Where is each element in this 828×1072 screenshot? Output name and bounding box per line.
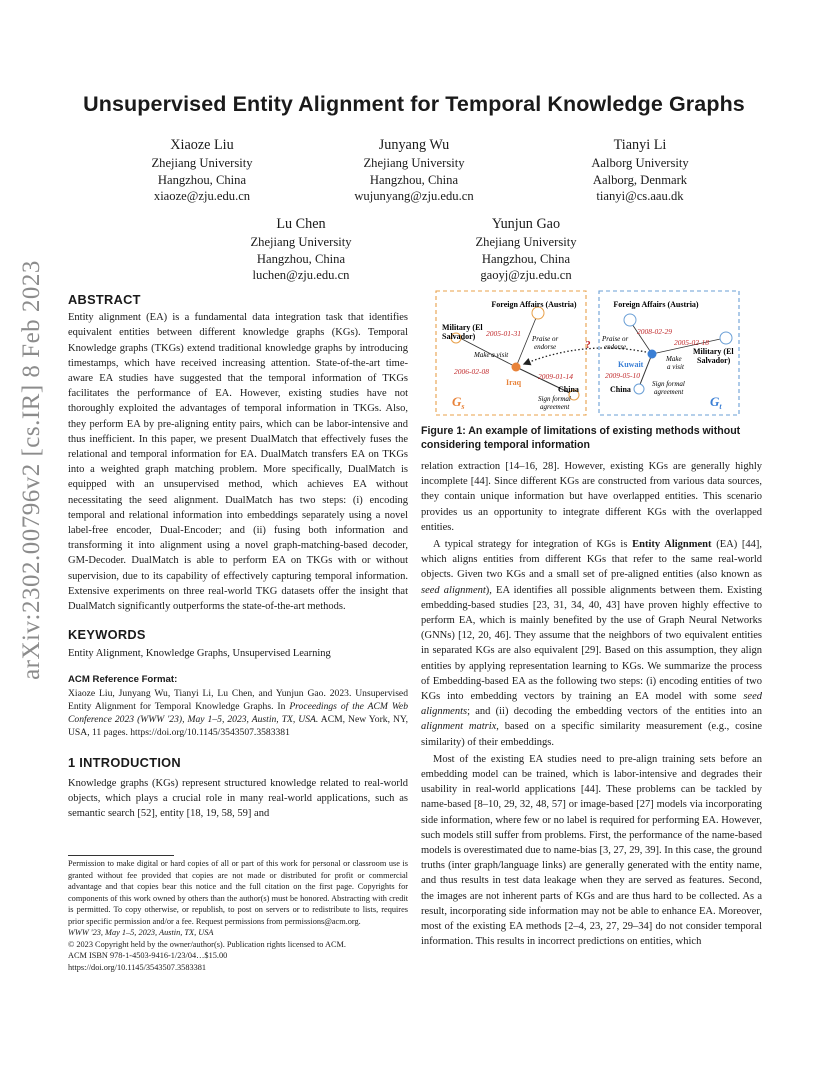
date-right-2: 2005-02-18: [674, 338, 709, 347]
edge-make-visit-left: Make a visit: [474, 351, 509, 359]
author-affiliation: Zhejiang University: [363, 156, 465, 170]
footnote-rule: [68, 855, 174, 856]
acm-reference-text: [68, 687, 408, 740]
author-email[interactable]: luchen@zju.edu.cn: [252, 268, 350, 282]
edge-praise-left-1: Praise or: [532, 335, 559, 343]
label-military-right-1: Military (El: [693, 347, 734, 356]
author-block: [294, 136, 534, 205]
edge-sign-left-1: Sign formal: [538, 395, 571, 403]
figure-1-diagram: [434, 288, 742, 420]
author-block: [520, 136, 760, 205]
graph-label-source: $G_s$: [452, 394, 465, 411]
acm-reference-tail: ACM, New York, NY, USA, 11 pages. https://doi.org/10.1145/3543507.3583381: [68, 714, 408, 739]
abstract-heading: ABSTRACT: [68, 292, 141, 307]
author-location: Hangzhou, China: [157, 172, 247, 187]
node-kuwait: [648, 350, 657, 359]
right-column: [421, 459, 762, 950]
permission-notice: Permission to make digital or hard copies of all or part of this work for personal or classroom use is granted without fee provided that copies are not made or distributed for profit or commercial advantage and that copies bear this notice and the full citation on the first page. Copyrights for components of this work owned by others than the author(s) must be honored. Abstracting with credit is permitted. To copy otherwise, or republish, to post on servers or to redistribute to lists, requires prior specific permission and/or a fee. Request permissions from permissions@acm.org.: [68, 859, 408, 926]
author-name: Junyang Wu: [378, 137, 450, 153]
edge-praise-right-1: Praise or: [602, 335, 629, 343]
author-location: Hangzhou, China: [481, 251, 571, 266]
edge-make-right-1: Make: [666, 355, 682, 363]
introduction-heading: 1 INTRODUCTION: [68, 754, 181, 770]
author-location: Hangzhou, China: [256, 251, 346, 266]
date-left-3: 2009-01-14: [538, 372, 573, 381]
label-kuwait: Kuwait: [618, 360, 644, 369]
label-foreign-affairs-right: Foreign Affairs (Austria): [613, 300, 699, 309]
author-name: Yunjun Gao: [491, 216, 561, 232]
intro-paragraph: Knowledge graphs (KGs) represent structured knowledge related to real-world objects, which plays a crucial role in many real-world applications, such as semantic search [52], entity [18, 19, 58, 59] and: [68, 777, 408, 820]
edge-sign-left-2: agreement: [540, 403, 570, 411]
footnote: [68, 858, 408, 973]
arxiv-id: arXiv:2302.00796v2 [cs.IR] 8 Feb 2023: [18, 260, 45, 680]
author-affiliation: Zhejiang University: [475, 235, 577, 249]
label-china-right: China: [610, 385, 631, 394]
author-block: [181, 215, 421, 284]
date-right-3: 2009-05-10: [605, 371, 640, 380]
author-name: Lu Chen: [276, 216, 326, 232]
copyright-line: © 2023 Copyright held by the owner/author(s). Publication rights licensed to ACM.: [68, 939, 346, 949]
author-email[interactable]: xiaoze@zju.edu.cn: [153, 189, 251, 203]
question-mark: ?: [585, 339, 591, 351]
abstract-text: Entity alignment (EA) is a fundamental data integration task that identifies equivalent entities between different knowledge graphs (KGs). Temporal Knowledge graphs (TKGs) extend traditional knowledge graphs by introducing timestamps, which have received increasing attention. State-of-the-art time-aware EA studies have suggested that the temporal information of TKGs facilitates the performance of EA. However, existing studies have not thoroughly exploited the advantages of temporal information in TKGs. Also, they perform EA by pre-aligning entity pairs, which can be labor-intensive and thus inefficient. In this paper, we present DualMatch that effectively fuses the relational and temporal information for EA. DualMatch transfers EA on TKGs into a weighted graph matching problem. More specifically, DualMatch is equipped with an unsupervised method, which achieves EA without necessitating the seed alignment. DualMatch has two steps: (i) encoding temporal and relational information into embeddings separately using a novel label-free encoder, Dual-Encoder; and (ii) fusing both information and transforming it into alignment using a novel graph-matching-based decoder, GM-Decoder. DualMatch is able to perform EA on TKGs with or without supervision, due to its capability of effectively capturing temporal information. Extensive experiments on three real-world TKG datasets offer the insight that DualMatch significantly outperforms the state-of-the-art methods.: [68, 312, 408, 613]
isbn-line: ACM ISBN 978-1-4503-9416-1/23/04…$15.00: [68, 951, 228, 960]
author-location: Aalborg, Denmark: [592, 172, 688, 187]
label-military-right-2: Salvador): [697, 356, 731, 365]
author-block: [406, 215, 646, 284]
author-name: Tianyi Li: [613, 137, 667, 153]
author-affiliation: Aalborg University: [591, 156, 689, 170]
author-email[interactable]: gaoyj@zju.edu.cn: [480, 268, 572, 282]
conference-line: WWW '23, May 1–5, 2023, Austin, TX, USA: [68, 928, 214, 937]
edge-praise-left-2: endorse: [534, 343, 557, 351]
author-email[interactable]: wujunyang@zju.edu.cn: [354, 189, 474, 203]
edge-praise-right-2: endorse: [604, 343, 627, 351]
edge-sign-right-1: Sign formal: [652, 380, 685, 388]
author-name: Xiaoze Liu: [170, 137, 234, 153]
left-column: [68, 292, 408, 822]
label-military-left-1: Military (El: [442, 323, 483, 332]
right-paragraph-1: relation extraction [14–16, 28]. However, existing KGs are generally highly incomplete [44]. Since different KGs are constructed from various data sources, they contain unique information but have overlapped entities. This scenario provides us an opportunity to integrate different KGs with the overlapped entities.: [421, 461, 762, 533]
keywords-heading: KEYWORDS: [68, 627, 146, 643]
term-entity-alignment: Entity Alignment: [632, 539, 712, 551]
edge-sign-right-2: agreement: [654, 388, 684, 396]
doi-link[interactable]: https://doi.org/10.1145/3543507.3583381: [68, 962, 207, 972]
author-location: Hangzhou, China: [369, 172, 459, 187]
figure-1: [434, 288, 742, 420]
date-left-1: 2005-01-31: [486, 329, 521, 338]
node-military-right: [720, 332, 732, 344]
date-left-2: 2006-02-08: [454, 367, 489, 376]
keywords-text: Entity Alignment, Knowledge Graphs, Unsupervised Learning: [68, 648, 331, 660]
label-military-left-2: Salvador): [442, 332, 476, 341]
label-iraq: Iraq: [506, 378, 522, 387]
acm-reference-authors: Xiaoze Liu, Junyang Wu, Tianyi Li, Lu Chen, and Yunjun Gao. 2023. Unsupervised Entity Alignment for Temporal Knowledge Graphs. In: [68, 687, 408, 713]
node-china-right: [634, 384, 644, 394]
acm-reference-venue: Proceedings of the ACM Web Conference 2023 (WWW '23), May 1–5, 2023, Austin, TX, USA.: [68, 701, 408, 726]
edge-make-right-2: a visit: [667, 363, 684, 371]
graph-label-target: $G_t$: [710, 394, 722, 411]
author-block: [82, 136, 322, 205]
label-foreign-affairs-left: Foreign Affairs (Austria): [491, 300, 577, 309]
arxiv-stamp: [10, 260, 54, 680]
author-affiliation: Zhejiang University: [151, 156, 253, 170]
author-email[interactable]: tianyi@cs.aau.dk: [596, 189, 684, 203]
right-paragraph-3: Most of the existing EA studies need to pre-align training sets before an embedding model can be trained, which is labor-intensive and degrades their usability in real-world applications [44]. These problems can be tackled by name-based [8–10, 29, 32, 48, 57] or image-based [27] models via incorporating side information, where few or no label is required for performing EA. However, such models still suffer from problems. First, the performance of the name-based models is overestimated due to name-bias [3, 27, 29, 39]. In this case, the ground truths (inter graph/language links) are generally generated with the entity name, and thus results in test data leakage when they are served as features. Second, the images are not inherent parts of KGs and are thus hard to be collected. As a result, incorporating side information may not be able to enhance EA. Moreover, most of the existing EA methods [2–4, 23, 27, 29–34] do not consider temporal information. This results in incorrect predictions on entities, which: [421, 753, 762, 948]
date-right-1: 2008-02-29: [637, 327, 672, 336]
figure-1-caption: Figure 1: An example of limitations of existing methods without considering temporal information: [421, 425, 741, 452]
acm-reference-heading: ACM Reference Format:: [68, 673, 178, 685]
author-affiliation: Zhejiang University: [250, 235, 352, 249]
node-iraq: [512, 363, 521, 372]
right-paragraph-2: A typical strategy for integration of KGs is Entity Alignment (EA) [44], which aligns entities from different KGs that refer to the same real-world objects. Given two KGs and a small set of pre-aligned entities (also known as seed alignment), EA identifies all possible alignments between them. Existing embedding-based studies [23, 31, 34, 40, 43] have proven highly effective to perform EA, which is mainly benefited by the use of Graph Neural Networks (GNNs) [12, 20, 46]. They assume that the neighbors of two equivalent entities in separated KGs are also equivalent [29]. Based on this assumption, they align entities by applying representation learning to KGs. We summarize the process of Embedding-based EA as the following two steps: (i) encoding entities of two KGs into embedding vectors by training an EA model with some seed alignments; and (ii) decoding the embedding vectors of the entities into an alignment matrix, based on a specific similarity measurement (e.g., cosine similarity) of their embeddings.: [421, 539, 763, 748]
paper-title: Unsupervised Entity Alignment for Temporal Knowledge Graphs: [83, 92, 745, 116]
label-china-left: China: [558, 385, 579, 394]
node-foreign-affairs-right: [624, 314, 636, 326]
